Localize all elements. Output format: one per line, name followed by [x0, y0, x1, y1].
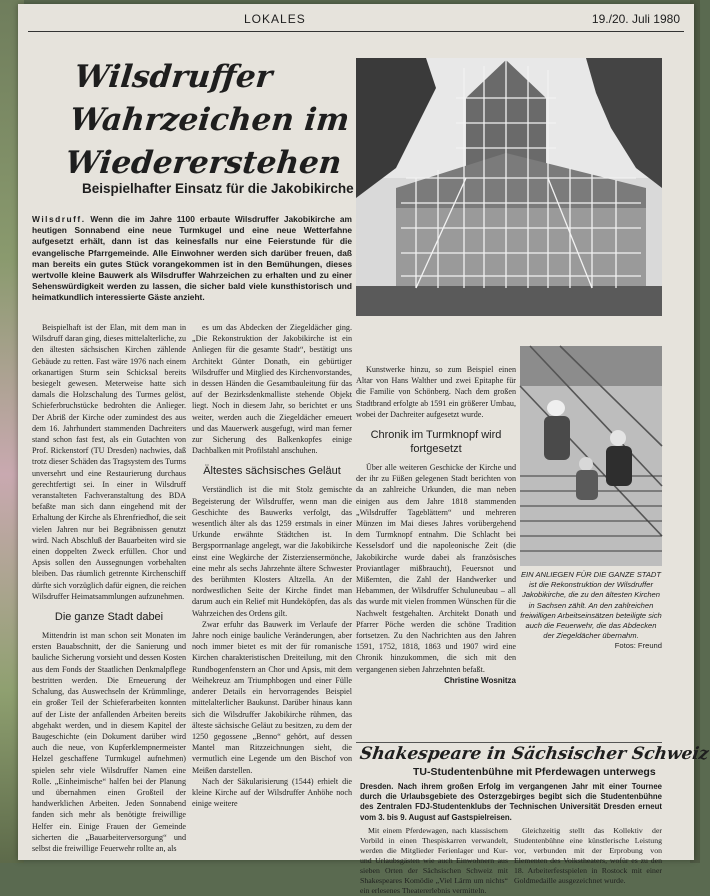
church-scaffolding-photo [356, 58, 662, 316]
col1-heading: Die ganze Stadt dabei [54, 611, 164, 624]
col2-paragraph-3: Zwar erfuhr das Bauwerk im Verlaufe der Jahre noch einige bauliche Veränderungen, aber noch immer bietet es mit der für romanische Kirchen charakteristischen Dreiteilung, mit den Rundbogenfenstern an Chor und Apsis, mit dem Weihekreuz am Triumphbogen und einer Fülle anderer Details ein hervorragendes Beispiel mittelalterlicher Baukunst. Darüber hinaus kann sich die Wilsdruffer Jakobikirche rühmen, das älteste sächsische Geläut zu besitzen, zu dem der 1250 gegossene „Benno“ gehört, auf dessen Mantel man Ritzzeichnungen sieht, die vermutlich eine Legende um den Bischof von Meißen darstellen. [192, 619, 352, 775]
col3-paragraph-1: Kunstwerke hinzu, so zum Beispiel einen Altar von Hans Walther und zwei Epitaphe für die Familie von Schönberg. Nach dem großen Stadtbrand erfolgte ab 1591 ein größerer Umbau, wobei der Dachreiter aufgesetzt wurde. [356, 365, 516, 419]
shakespeare-column-1 [360, 826, 508, 895]
shakespeare-column-2 [514, 826, 662, 885]
issue-date: 19./20. Juli 1980 [591, 12, 680, 26]
headline [63, 56, 352, 185]
shakespeare-rule [356, 742, 662, 743]
headline-line-2: Wahrzeichen im [68, 102, 352, 138]
col3-heading: Chronik im Turmknopf wird fortgesetzt [370, 429, 502, 456]
col2-heading: Ältestes sächsisches Geläut [203, 465, 341, 478]
lead-text: Wenn die im Jahre 1100 erbaute Wilsdruffer Jakobikirche am heutigen Sonnabend eine neue Turmkugel und eine neue Wetterfahne aufgesetzt erhält, dann ist das keinesfalls nur eine Feierstunde für die evangelische Pfarrgemeinde. Alle Einwohner werden sich darüber freuen, daß man bereits ein gutes Stück vorangekommen ist in den Bemühungen, dieses wertvolle kleine Bauwerk als Wilsdruffer Wahrzeichen zu erhalten und zu einer Sehenswürdigkeit werden zu lassen, die sicher bald viele kunsthistorisch und heimatkundlich interessierte Gäste anzieht. [32, 214, 352, 303]
lead-place: Wilsdruff. [32, 214, 86, 224]
col1-paragraph-1: Beispielhaft ist der Elan, mit dem man in Wilsdruff daran ging, dieses mittelalterliche, zu den ältesten sächsischen Kirchen zählende Gebäude zu retten. Fast wäre 1976 nach einem orkanartigen Sturm sein Schicksal bereits besiegelt gewesen. Meterweise hatte sich damals die Holzschalung des Turmes gelöst, Schieferbruchstücke bedrohten die Anlieger. Der Abriß der Kirche oder zumindest des aus dem 16. Jahrhundert stammenden Dachreiters stand schon fast fest, als ein Gutachten von Prof. Rickenstorf (TU Dresden) nachwies, daß trotz dieser Schäden das Tragsystem des Turms unversehrt und eine Restaurierung durchaus gerechtfertigt sei. In einer in Wilsdruff veranstalteten Fachveranstaltung des BDA befaßte man sich dann eingehend mit der Erhaltung der Kirche als Ehrenfriedhof, die seit vielen Jahren nur bei Begräbnissen genutzt wird. Nach Abschluß der Bauarbeiten wird sie einen doppelten Zweck erfüllen. Chor und Apsis sollen den Aussegnungen vorbehalten bleiben. Das räumlich getrennte Kirchenschiff dürfte sich vorzüglich dafür eignen, die reichen Wilsdruffer Heimatsammlungen aufzunehmen. [32, 323, 186, 601]
newspaper-clipping [18, 4, 710, 895]
shakespeare-lead-place: Dresden. [360, 782, 394, 791]
header-rule [28, 31, 684, 32]
shakespeare-subtitle: TU-Studentenbühne mit Pferdewagen unterwegs [413, 766, 656, 778]
volunteers-roof-photo [520, 346, 662, 566]
shakespeare-col1-text: Mit einem Pferdewagen, nach klassischem Vorbild in einen Thespiskarren verwandelt, werden die Mitglieder Ferienlager und Kur- und Urlaubsgästen wie auch Einwohnern aus sieben Orten der Sächsischen Schweiz mit Shakespeares Komödie „Viel Lärm um nichts“ ein erlesenes Theatererlebnis vermitteln. [360, 826, 508, 895]
shakespeare-title: Shakespeare in Sächsischer Schweiz [358, 744, 710, 764]
col3-paragraph-2: Über alle weiteren Geschicke der Kirche und der ihr zu Füßen gelegenen Stadt berichten von da an zahlreiche Urkunden, die man neben einigen aus dem Jahre 1818 stammenden „Wilsdruffer Tageblättern“ und mehreren Münzen im Mai dieses Jahres vorübergehend dem Turmknopf entnahm. Die Schlacht bei Kesselsdorf und die napoleonische Zeit (die Jakobikirche wurde dabei als französisches Proviantlager mißbraucht), Feuersnot und Mißernten, die Zahl der Handwerker und Hebammen, der Wilsdruffer Schuluneubau – all das wurde mit vielen frommen Wünschen für die Nachwelt festgehalten. Architekt Donath und Pfarrer Pöche werden die schöne Tradition fortsetzen. Zu den Nachrichten aus den Jahren 1591, 1752, 1818, 1863 und 1907 wird eine Chronik hinzukommen, die sich mit den vergangenen sieben Jahrzehnten befaßt. [356, 463, 516, 674]
col2-paragraph-2: Verständlich ist die mit Stolz gemischte Begeisterung der Wilsdruffer, wenn man die Geschichte des Bauwerks verfolgt, das wesentlich älter als das 1259 erstmals in einer Urkunde erwähnte Städtchen ist. In Bergsporrnanlage angelegt, war die Jakobikirche einst eine Wegkirche der Zisterziensermönche, eine mehr als sechs Jahrzehnte ältere Schwester des berühmten Klosters Altzella. An der nordwestlichen Seite der Kirche findet man darum auch ein Relief mit Hundeköpfen, das als Wahrzeichen des Ordens gilt. [192, 485, 352, 618]
col1-paragraph-2: Mittendrin ist man schon seit Monaten im ersten Bauabschnitt, der die Sanierung und bauliche Sicherung vorsieht und dessen Kosten aus dem Fonds der Staatlichen Denkmalpflege bestritten werden. Die Erneuerung der Schalung, das Auswechseln der Krümmlinge, ein großer Teil der Schieferarbeiten konnten auf der Liste der anfallenden Arbeiten bereits abgehakt werden, und in diesem Kapitel der Baugeschichte (ein Dokument darüber wird auch die neue, von Kupferklempnermeister Helzel geschaffene Turmkugel aufnehmen) spielen sehr viele Wilsdruffer Namen eine Rolle. „Einheimische“ halfen bei der Planung und übernahmen einen Großteil der handwerklichen Arbeiten. Jeden Sonnabend fanden sich mehr als benötigte freiwillige Helfer ein. Einige Frauen der Gemeinde sicherten die „Bauarbeiterversorgung“ und selbst die freiwillige Feuerwehr rollte an, als [32, 631, 186, 853]
photo-credit: Fotos: Freund [614, 641, 662, 651]
shakespeare-lead-text: Nach ihrem großen Erfolg im vergangenen Jahr mit einer Tournee durch die Urlaubsgebiete des Osterzgebirges begibt sich die Studentenbühne des Zentralen FDJ-Studentenklubs der Technischen Universität Dresden erneut vom 3. bis 9. August auf Gastspielreisen. [360, 782, 662, 822]
shakespeare-lead [360, 782, 662, 823]
article-column-2 [192, 322, 352, 860]
author-signature: Christine Wosnitza [444, 675, 516, 685]
lead-paragraph [32, 214, 352, 304]
subheadline: Beispielhafter Einsatz für die Jakobikirche [82, 181, 354, 196]
headline-line-1: Wilsdruffer [72, 59, 274, 95]
caption-text: EIN ANLIEGEN FÜR DIE GANZE STADT ist die Rekonstruktion der Wilsdruffer Jakobikirche, die zu den ältesten Kirchen in Sachsen zählt. An den zahlreichen freiwilligen Arbeitseinsätzen beteiligte sich auch die Feuerwehr, die das Abdecken der Ziegeldächer übernahm. [520, 570, 662, 641]
headline-line-3: Wiedererstehen [63, 145, 344, 181]
article-column-3 [356, 364, 516, 744]
section-label: LOKALES [244, 12, 306, 26]
shakespeare-col2-text: Gleichzeitig stellt das Kollektiv der Studentenbühne eine künstlerische Leistung vor, verbunden mit der Erprobung von Elementen des Volkstheaters, wofür es zu den 18. Arbeiterfestspielen in Rostock mit einer Goldmedaille ausgezeichnet wurde. [514, 826, 662, 885]
article-column-1 [32, 322, 186, 860]
col2-paragraph-4: Nach der Säkularisierung (1544) erhielt die kleine Kirche auf der Wilsdruffer Anhöhe noch einige weitere [192, 776, 352, 809]
col2-paragraph-1: es um das Abdecken der Ziegeldächer ging. „Die Rekonstruktion der Jakobikirche ist ein Anliegen für die gesamte Stadt“, bestätigt uns Architekt Günter Donath, ein gebürtiger Wilsdruffer und Mitglied des Kirchenvorstandes, in dessen Händen die Gesamtbauleitung für das auf der Bezirksdenkmalliste stehende Objekt liegt. Noch in diesem Jahr, so berichtet er uns weiter, werden auch die Ziegeldächer erneuert und das Mauerwerk ausgefugt, wird man ferner zur Sicherung des Balkenkopfes einige Dachbalken mit Profilstahl anschuhen. [192, 323, 352, 456]
photo-caption [520, 570, 662, 652]
